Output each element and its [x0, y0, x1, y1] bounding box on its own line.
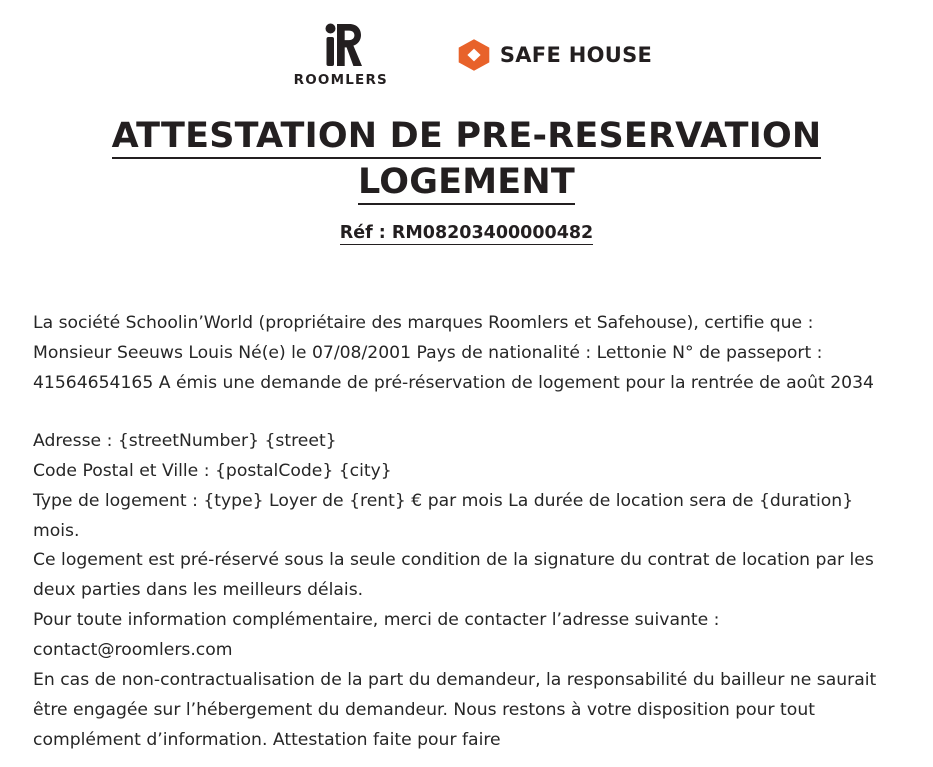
- document-body: [33, 309, 895, 756]
- page-title-line-2: LOGEMENT: [358, 162, 575, 205]
- roomlers-wordmark: ROOMLERS: [293, 72, 388, 88]
- page-title-line-1: ATTESTATION DE PRE-RESERVATION: [112, 116, 822, 159]
- safehouse-wordmark: SAFE HOUSE: [499, 43, 653, 67]
- paragraph-liability: En cas de non-contractualisation de la part du demandeur, la responsabilité du bailleur ne saurait être engagée sur l’hébergement du demandeur. Nous restons à votre disposition pour tout complément d’information. Attestation faite pour faire: [33, 670, 877, 750]
- roomlers-r-monogram-icon: [317, 22, 365, 68]
- paragraph-prereservation-condition: Ce logement est pré-réservé sous la seule condition de la signature du contrat de location par les deux parties dans les meilleurs délais.: [33, 550, 874, 601]
- document-reference: [33, 223, 900, 243]
- safehouse-logo: [457, 38, 652, 72]
- logo-row: [33, 0, 900, 88]
- paragraph-address: Adresse : {streetNumber} {street}: [33, 430, 337, 451]
- safehouse-hexagon-icon: [457, 38, 491, 72]
- document-reference-text: Réf : RM08203400000482: [339, 223, 594, 243]
- paragraph-intro: La société Schoolin’World (propriétaire des marques Roomlers et Safehouse), certifie que : Monsieur Seeuws Louis Né(e) le 07/08/2001 Pays de nationalité : Lettonie N° de passeport : 41564654165 A émis une demande de pré-réservation de logement pour la rentrée de août 2034: [33, 313, 874, 393]
- page-title: [52, 114, 882, 205]
- paragraph-housing-type: Type de logement : {type} Loyer de {rent} € par mois La durée de location sera de {duration} mois.: [33, 490, 854, 541]
- paragraph-contact: Pour toute information complémentaire, merci de contacter l’adresse suivante : contact@roomlers.com: [33, 610, 720, 661]
- paragraph-spacer: [33, 399, 895, 427]
- roomlers-logo: [281, 22, 401, 88]
- paragraph-postal-city: Code Postal et Ville : {postalCode} {city}: [33, 460, 392, 481]
